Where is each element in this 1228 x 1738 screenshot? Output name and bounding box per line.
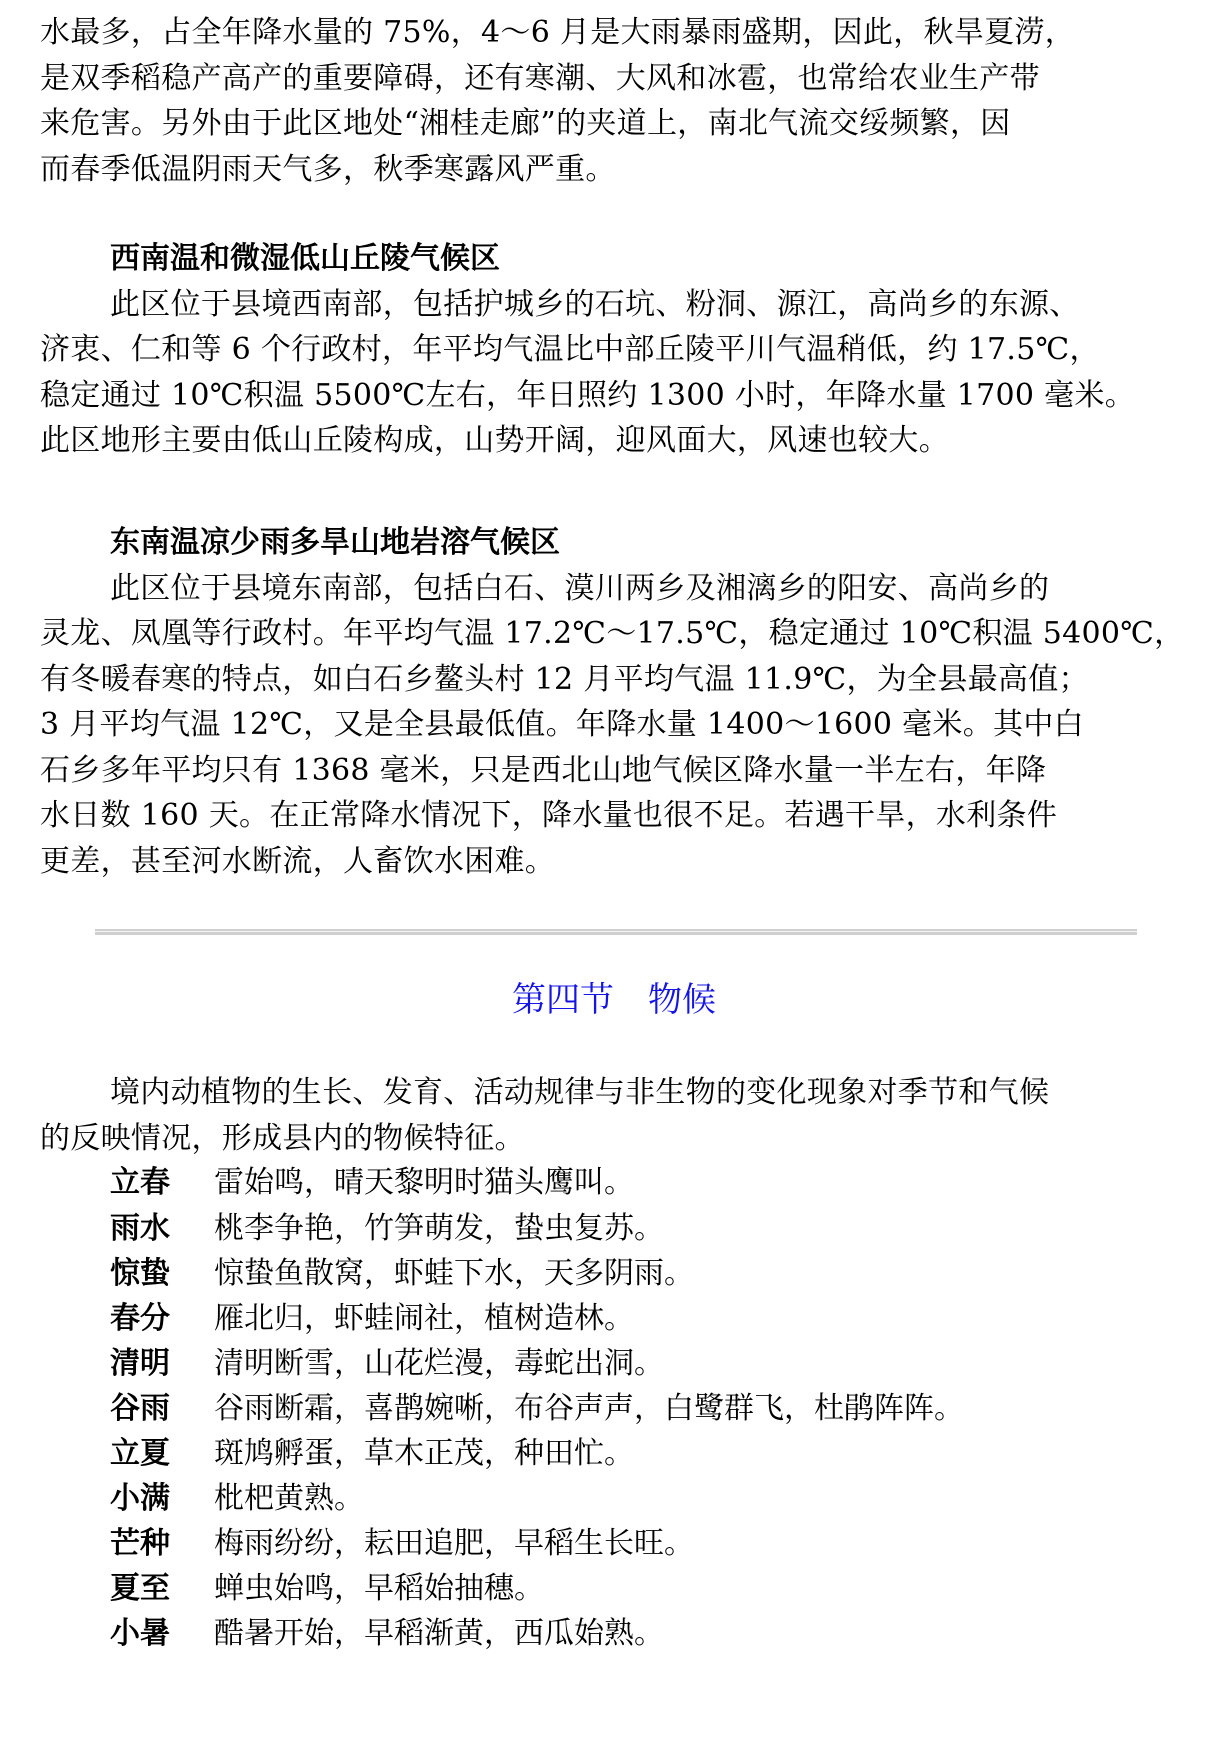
phenology-desc: 酷暑开始，早稻渐黄，西瓜始熟。 xyxy=(214,1616,664,1651)
text-line: 济衷、仁和等 6 个行政村，年平均气温比中部丘陵平川气温稍低，约 17.5℃， xyxy=(40,332,1100,367)
solar-term: 惊蛰 xyxy=(110,1256,170,1291)
solar-term: 清明 xyxy=(110,1346,170,1381)
text-line: 是双季稻稳产高产的重要障碍，还有寒潮、大风和冰雹，也常给农业生产带 xyxy=(40,60,1040,96)
text-line: 境内动植物的生长、发育、活动规律与非生物的变化现象对季节和气候 xyxy=(110,1075,1050,1110)
phenology-desc: 清明断雪，山花烂漫，毒蛇出洞。 xyxy=(214,1346,664,1381)
phenology-desc: 雁北归，虾蛙闹社，植树造林。 xyxy=(214,1301,634,1336)
section-intro xyxy=(40,1070,1200,1161)
solar-term: 夏至 xyxy=(110,1571,170,1606)
solar-term: 雨水 xyxy=(110,1211,170,1246)
text-line: 此区位于县境东南部，包括白石、漠川两乡及湘漓乡的阳安、高尚乡的 xyxy=(110,570,1050,606)
solar-term: 小满 xyxy=(110,1481,170,1516)
solar-term: 立春 xyxy=(110,1165,170,1200)
phenology-item xyxy=(110,1206,664,1251)
phenology-item xyxy=(110,1386,964,1431)
phenology-item xyxy=(110,1341,664,1386)
phenology-item xyxy=(110,1566,544,1611)
phenology-desc: 桃李争艳，竹笋萌发，蛰虫复苏。 xyxy=(214,1211,664,1246)
text-line: 此区位于县境西南部，包括护城乡的石坑、粉洞、源江，高尚乡的东源、 xyxy=(110,286,1080,322)
phenology-desc: 梅雨纷纷，耘田追肥，早稻生长旺。 xyxy=(214,1526,694,1561)
phenology-desc: 斑鸠孵蛋，草木正茂，种田忙。 xyxy=(214,1436,634,1471)
phenology-item xyxy=(110,1431,634,1476)
text-line: 水日数 160 天。在正常降水情况下，降水量也很不足。若遇干旱，水利条件 xyxy=(40,798,1058,833)
text-line: 水最多，占全年降水量的 75%，4～6 月是大雨暴雨盛期，因此，秋旱夏涝， xyxy=(40,15,1076,50)
solar-term: 芒种 xyxy=(110,1526,170,1561)
phenology-desc: 枇杷黄熟。 xyxy=(214,1481,364,1516)
continuation-paragraph xyxy=(40,10,1200,192)
phenology-item xyxy=(110,1611,664,1656)
text-line: 稳定通过 10℃积温 5500℃左右，年日照约 1300 小时，年降水量 1700 毫米。 xyxy=(40,377,1136,413)
phenology-desc: 谷雨断霜，喜鹊婉唽，布谷声声，白鹭群飞，杜鹃阵阵。 xyxy=(214,1391,964,1426)
text-line: 石乡多年平均只有 1368 毫米，只是西北山地气候区降水量一半左右，年降 xyxy=(40,752,1047,788)
zone-heading: 东南温凉少雨多旱山地岩溶气候区 xyxy=(110,525,560,560)
text-line: 此区地形主要由低山丘陵构成，山势开阔，迎风面大，风速也较大。 xyxy=(40,423,949,458)
section-divider xyxy=(95,929,1137,935)
phenology-item xyxy=(110,1476,364,1521)
text-line: 灵龙、凤凰等行政村。年平均气温 17.2℃～17.5℃，稳定通过 10℃积温 5400℃， xyxy=(40,616,1185,651)
solar-term: 立夏 xyxy=(110,1436,170,1471)
phenology-item xyxy=(110,1296,634,1341)
solar-term: 谷雨 xyxy=(110,1391,170,1426)
phenology-desc: 惊蛰鱼散窝，虾蛙下水，天多阴雨。 xyxy=(214,1256,694,1291)
text-line: 更差，甚至河水断流，人畜饮水困难。 xyxy=(40,843,556,879)
text-line: 3 月平均气温 12℃，又是全县最低值。年降水量 1400～1600 毫米。其中白 xyxy=(40,707,1084,742)
solar-term: 小暑 xyxy=(110,1616,170,1651)
section-title: 第四节 物候 xyxy=(512,980,716,1020)
phenology-desc: 蝉虫始鸣，早稻始抽穗。 xyxy=(214,1571,544,1606)
zone-heading: 西南温和微湿低山丘陵气候区 xyxy=(110,241,500,276)
text-line: 而春季低温阴雨天气多，秋季寒露风严重。 xyxy=(40,151,616,187)
phenology-item xyxy=(110,1521,694,1566)
text-line: 的反映情况，形成县内的物候特征。 xyxy=(40,1120,525,1156)
text-line: 有冬暖春寒的特点，如白石乡鳌头村 12 月平均气温 11.9℃，为全县最高值； xyxy=(40,661,1089,697)
text-line: 来危害。另外由于此区地处“湘桂走廊”的夹道上，南北气流交绥频繁，因 xyxy=(40,106,1011,141)
phenology-item xyxy=(110,1160,634,1205)
solar-term: 春分 xyxy=(110,1301,170,1336)
phenology-desc: 雷始鸣，晴天黎明时猫头鹰叫。 xyxy=(214,1165,634,1200)
phenology-item xyxy=(110,1251,694,1296)
zone-southwest xyxy=(40,236,1200,464)
zone-southeast xyxy=(40,520,1200,884)
